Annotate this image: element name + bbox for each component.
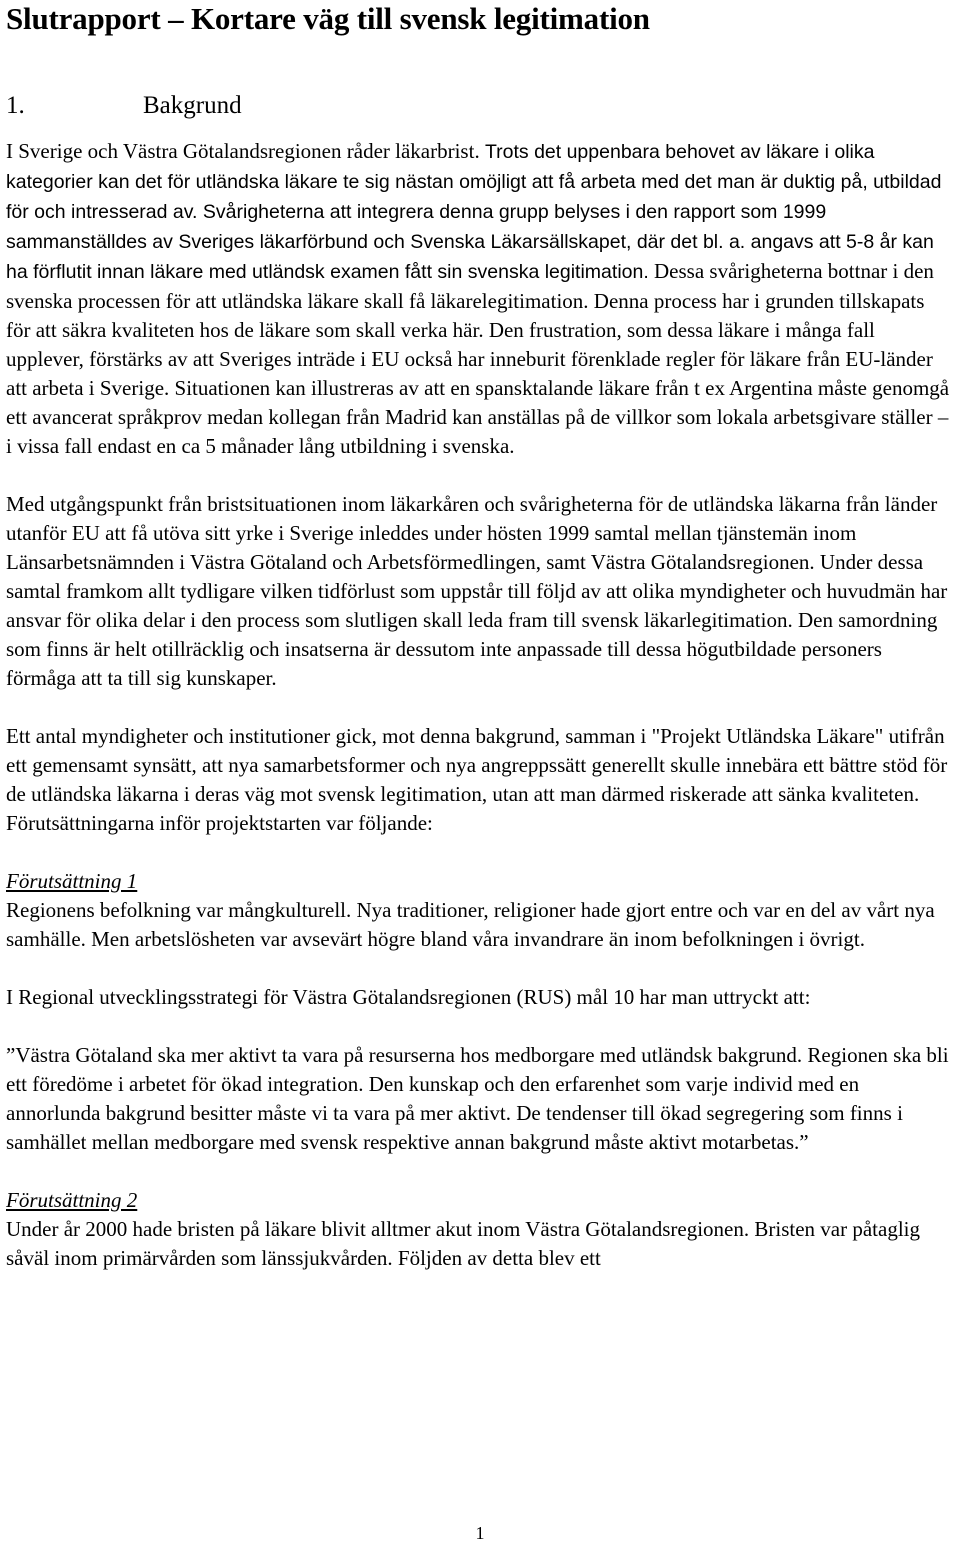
paragraph-background: [6, 137, 954, 461]
document-title: Slutrapport – Kortare väg till svensk legitimation: [6, 1, 650, 36]
page-number: 1: [475, 1523, 485, 1543]
paragraph-background-part3: Dessa svårigheterna bottnar i den svenska processen för att utländska läkare skall få läkarelegitimation. Denna process har i grunden tillskapats för att säkra kvaliteten hos de läkare som skall verka här. Den frustration, som dessa läkare i många fall upplever, förstärks av att Sveriges inträde i EU också har inneburit förenklade regler för läkare från EU-länder att arbeta i Sverige. Situationen kan illustreras av att en spansktalande läkare från t ex Argentina måste genomgå ett avancerat språkprov medan kollegan från Madrid kan anställas på de villkor som lokala arbetsgivare ställer – i vissa fall endast en ca 5 månader lång utbildning i svenska.: [6, 259, 950, 458]
paragraph-background-part1: I Sverige och Västra Götalandsregionen råder läkarbrist.: [6, 139, 480, 163]
prerequisite-1-heading: Förutsättning 1: [6, 869, 138, 893]
section-number: 1.: [6, 92, 25, 119]
prerequisite-1: [6, 867, 954, 954]
rus-quote: ”Västra Götaland ska mer aktivt ta vara på resurserna hos medborgare med utländsk bakgrund. Regionen ska bli ett föredöme i arbetet för ökad integration. Den kunskap och den erfarenhet som varje individ med en annorlunda bakgrund besitter måste vi ta vara på mer aktivt. De tendenser till ökad segregering som finns i samhället mellan medborgare med svensk respektive annan bakgrund måste aktivt motarbetas.”: [6, 1043, 949, 1154]
prerequisite-2-heading: Förutsättning 2: [6, 1188, 138, 1212]
rus-intro: I Regional utvecklingsstrategi för Västra Götalandsregionen (RUS) mål 10 har man uttryckt att:: [6, 985, 811, 1009]
paragraph-project-formation: Ett antal myndigheter och institutioner gick, mot denna bakgrund, samman i "Projekt Utländska Läkare" utifrån ett gemensamt synsätt, att nya samarbetsformer och nya angreppssätt generellt skulle innebära ett bättre stöd för de utländska läkarna i deras väg mot svensk legitimation, utan att man därmed riskerade att sänka kvaliteten. Förutsättningarna inför projektstarten var följande:: [6, 724, 948, 835]
paragraph-background-part2: Trots det uppenbara behovet av läkare i olika kategorier kan det för utländska läkare te sig nästan omöjligt att få arbeta med det man är duktig på, utbildad för och intresserad av. Svårigheterna att integrera denna grupp belyses i den rapport som 1999 sammanställdes av Sveriges läkarförbund och Svenska Läkarsällskapet, där det bl. a. angavs att 5-8 år kan ha förflutit innan läkare med utländsk examen fått sin svenska legitimation.: [6, 141, 942, 283]
document-page: [6, 0, 954, 1273]
prerequisite-2-text: Under år 2000 hade bristen på läkare blivit alltmer akut inom Västra Götalandsregionen. Bristen var påtaglig såväl inom primärvården som länssjukvården. Följden av detta blev ett: [6, 1217, 921, 1270]
prerequisite-1-text: Regionens befolkning var mångkulturell. Nya traditioner, religioner hade gjort entre och var en del av vårt nya samhälle. Men arbetslösheten var avsevärt högre bland våra invandrare än inom befolkningen i övrigt.: [6, 898, 935, 951]
prerequisite-2: [6, 1186, 954, 1273]
paragraph-project-origin: Med utgångspunkt från bristsituationen inom läkarkåren och svårigheterna för de utländska läkarna från länder utanför EU att få utöva sitt yrke i Sverige inleddes under hösten 1999 samtal mellan tjänstemän inom Länsarbetsnämnden i Västra Götaland och Arbetsförmedlingen, samt Västra Götalandsregionen. Under dessa samtal framkom allt tydligare vilken tidförlust som uppstår till följd av att olika myndigheter och huvudmän har ansvar för olika delar i den process som slutligen skall leda fram till svensk läkarlegitimation. Den samordning som finns är helt otillräcklig och insatserna är dessutom inte anpassade till dessa högutbildade personers förmåga att ta till sig kunskaper.: [6, 492, 948, 690]
section-title: Bakgrund: [143, 92, 242, 119]
section-heading: [6, 92, 954, 120]
